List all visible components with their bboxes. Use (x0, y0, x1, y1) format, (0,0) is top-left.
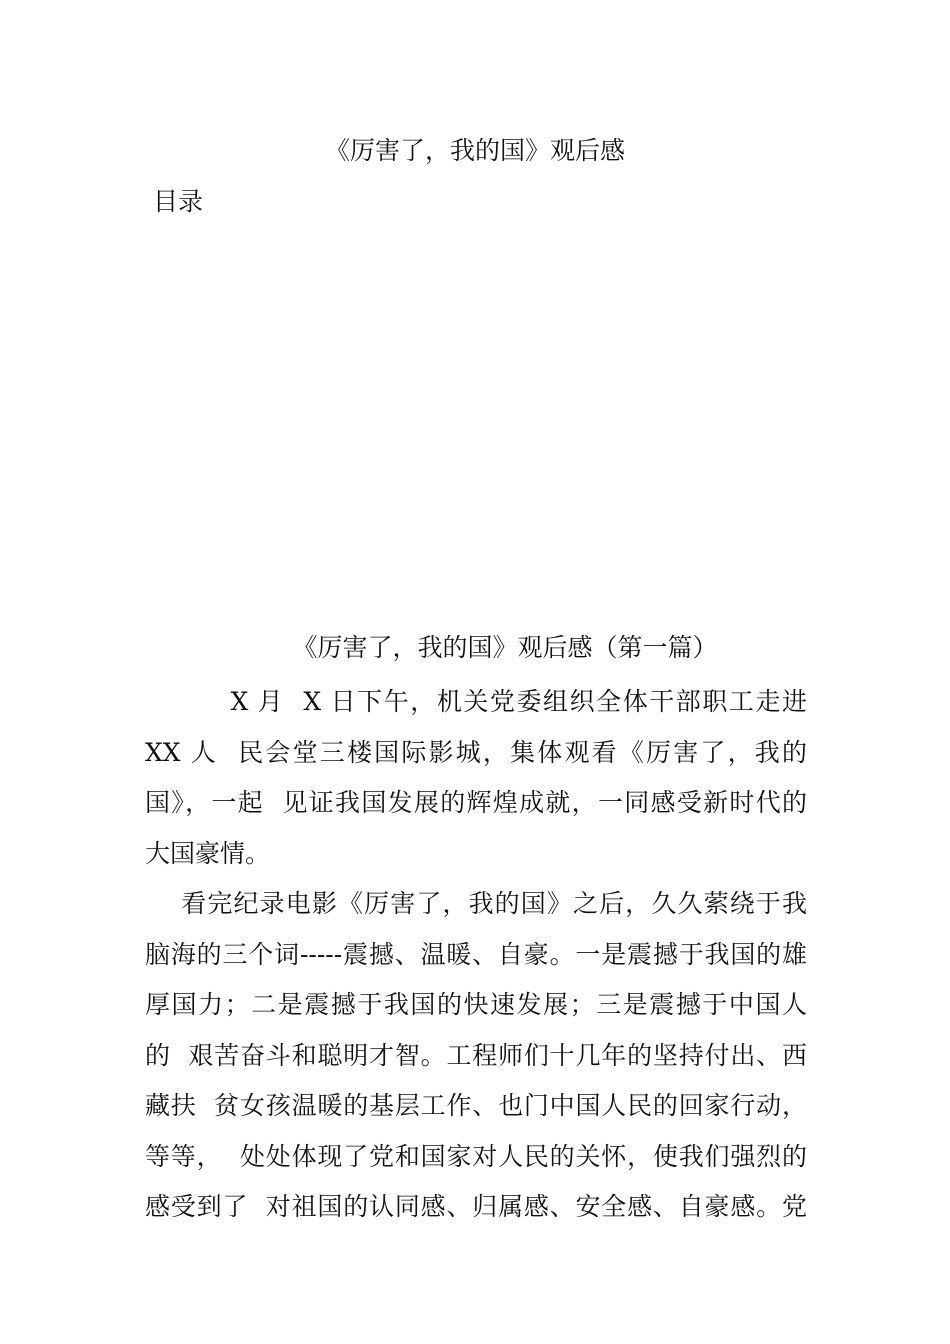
toc-heading: 目录 (153, 187, 204, 216)
paragraph-line: 的 艰苦奋斗和聪明才智。工程师们十几年的坚持付出、西 (145, 1040, 807, 1070)
section-title: 《厉害了，我的国》观后感（第一篇） (292, 633, 718, 662)
paragraph-2 (145, 879, 807, 1233)
paragraph-line: 等等， 处处体现了党和国家对人民的关怀，使我们强烈的 (145, 1141, 807, 1171)
paragraph-1 (145, 677, 807, 879)
paragraph-line: 厚国力；二是震撼于我国的快速发展；三是震撼于中国人 (145, 990, 807, 1019)
document-title: 《厉害了，我的国》观后感 (324, 136, 625, 165)
paragraph-line: 感受到了 对祖国的认同感、归属感、安全感、自豪感。党 (145, 1192, 807, 1221)
paragraph-line: 国》，一起 见证我国发展的辉煌成就，一同感受新时代的 (145, 788, 807, 817)
paragraph-line: XX 人 民会堂三楼国际影城，集体观看《厉害了，我的 (145, 737, 807, 767)
paragraph-line: 大国豪情。 (145, 838, 271, 868)
paragraph-line: 藏扶 贫女孩温暖的基层工作、也门中国人民的回家行动， (145, 1091, 807, 1120)
paragraph-line: 看完纪录电影《厉害了，我的国》之后，久久萦绕于我 (145, 889, 807, 918)
body-text (145, 677, 807, 1233)
paragraph-line: X 月 X 日下午，机关党委组织全体干部职工走进 (145, 687, 807, 716)
paragraph-line: 脑海的三个词-----震撼、温暖、自豪。一是震撼于我国的雄 (145, 939, 807, 969)
